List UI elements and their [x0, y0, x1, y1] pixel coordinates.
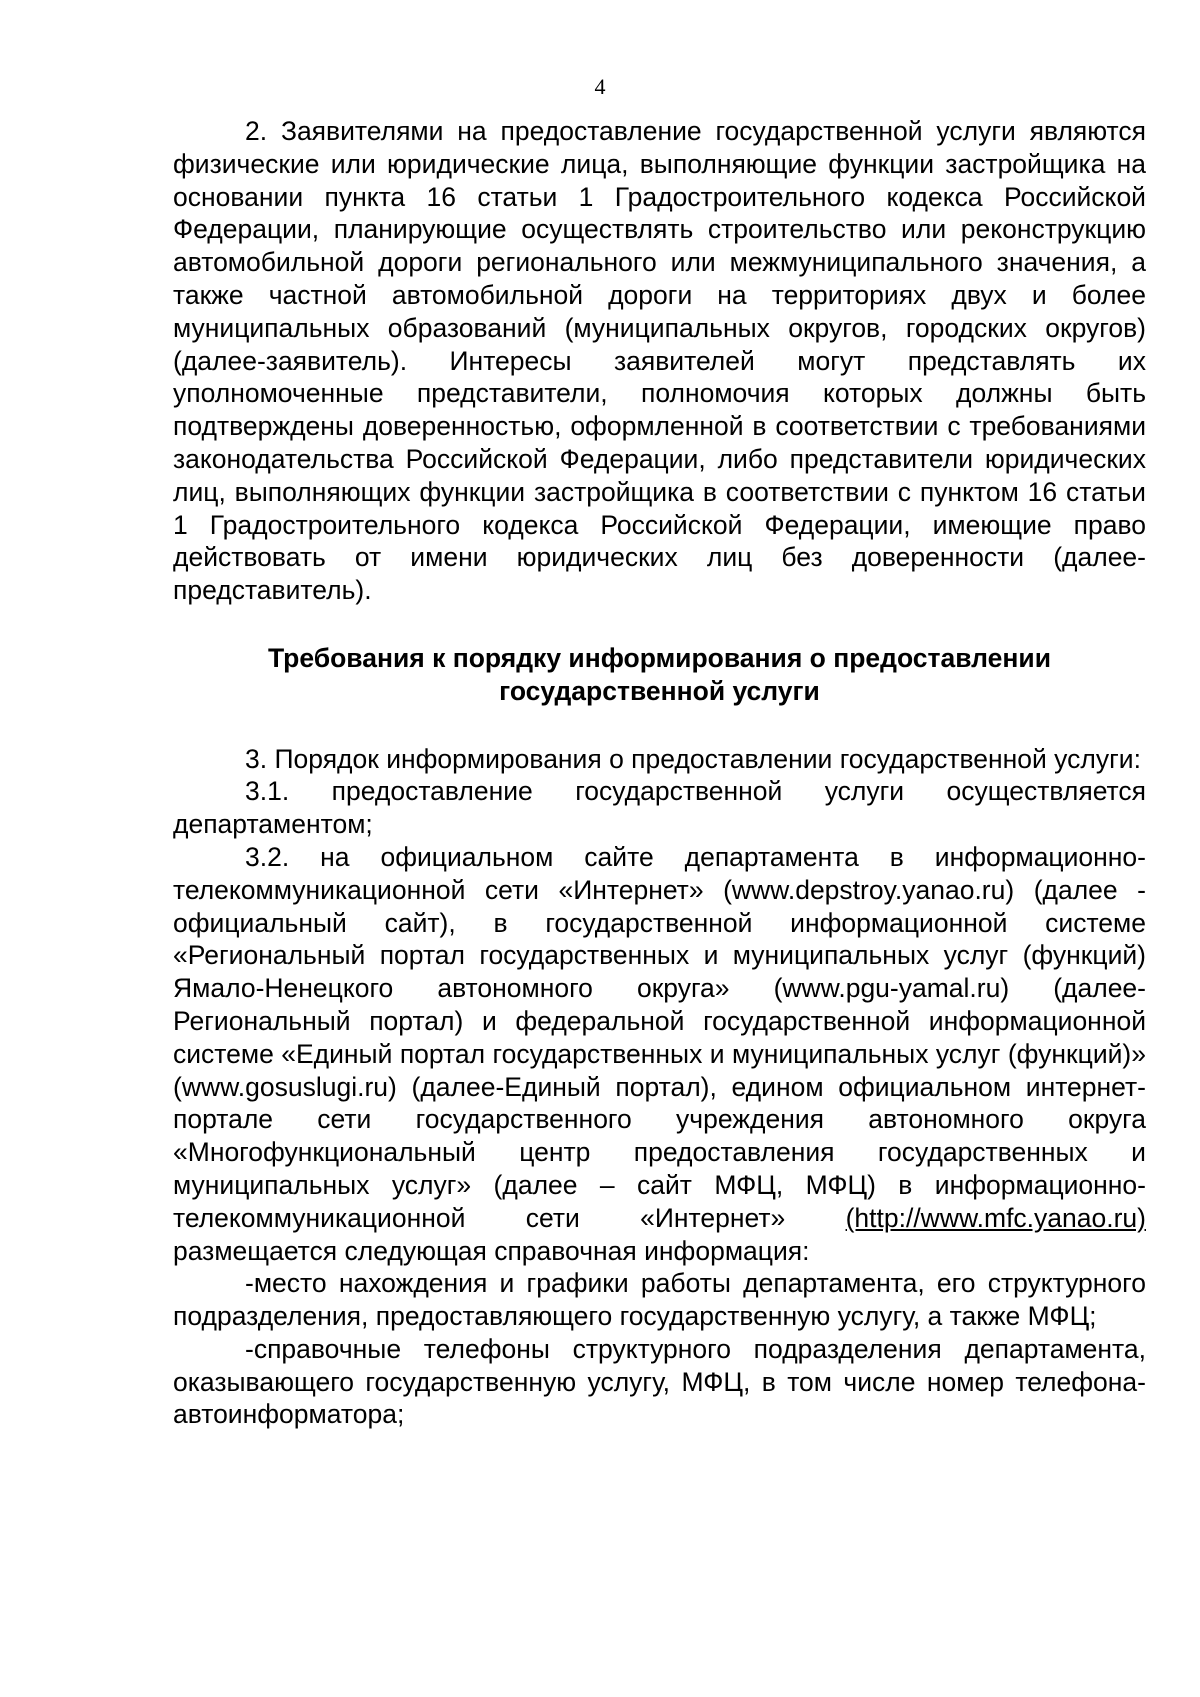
document-body: [173, 115, 1146, 1431]
bullet-item-phones: -справочные телефоны структурного подразделения департамента, оказывающего государственную услугу, МФЦ, в том числе номер телефона-автоинформатора;: [173, 1333, 1146, 1430]
paragraph-3-2-text: 3.2. на официальном сайте департамента в информационно-телекоммуникационной сети «Интернет» (www.depstroy.yanao.ru) (далее - официальный сайт), в государственной информационной системе «Региональный портал государственных и муниципальных услуг (функций) Ямало-Ненецкого автономного округа» (www.pgu-yamal.ru) (далее-Региональный портал) и федеральной государственной информационной системе «Единый портал государственных и муниципальных услуг (функций)» (www.gosuslugi.ru) (далее-Единый портал), едином официальном интернет-портале сети государственного учреждения автономного округа «Многофункциональный центр предоставления государственных и муниципальных услуг» (далее – сайт МФЦ, МФЦ) в информационно-телекоммуникационной сети «Интернет»: [173, 841, 1146, 1233]
mfc-site-link[interactable]: (http://www.mfc.yanao.ru): [845, 1202, 1146, 1233]
paragraph-2: 2. Заявителями на предоставление государственной услуги являются физические или юридические лица, выполняющие функции застройщика на основании пункта 16 статьи 1 Градостроительного кодекса Российской Федерации, планирующие осуществлять строительство или реконструкцию автомобильной дороги регионального или межмуниципального значения, а также частной автомобильной дороги на территориях двух и более муниципальных образований (муниципальных округов, городских округов) (далее-заявитель). Интересы заявителей могут представлять их уполномоченные представители, полномочия которых должны быть подтверждены доверенностью, оформленной в соответствии с требованиями законодательства Российской Федерации, либо представители юридических лиц, выполняющих функции застройщика в соответствии с пунктом 16 статьи 1 Градостроительного кодекса Российской Федерации, имеющие право действовать от имени юридических лиц без доверенности (далее-представитель).: [173, 116, 1146, 606]
paragraph-3: 3. Порядок информирования о предоставлении государственной услуги:: [245, 743, 1141, 774]
bullet-item-location: -место нахождения и графики работы департамента, его структурного подразделения, предоставляющего государственную услугу, а также МФЦ;: [173, 1268, 1146, 1332]
page-number: 4: [594, 74, 606, 99]
paragraph-3-2: [173, 841, 1146, 1267]
paragraph-3-2-tail: размещается следующая справочная информация:: [173, 1235, 810, 1266]
section-title: Требования к порядку информирования о предоставлении государственной услуги: [268, 642, 1051, 706]
paragraph-3-1: 3.1. предоставление государственной услуги осуществляется департаментом;: [173, 776, 1146, 840]
